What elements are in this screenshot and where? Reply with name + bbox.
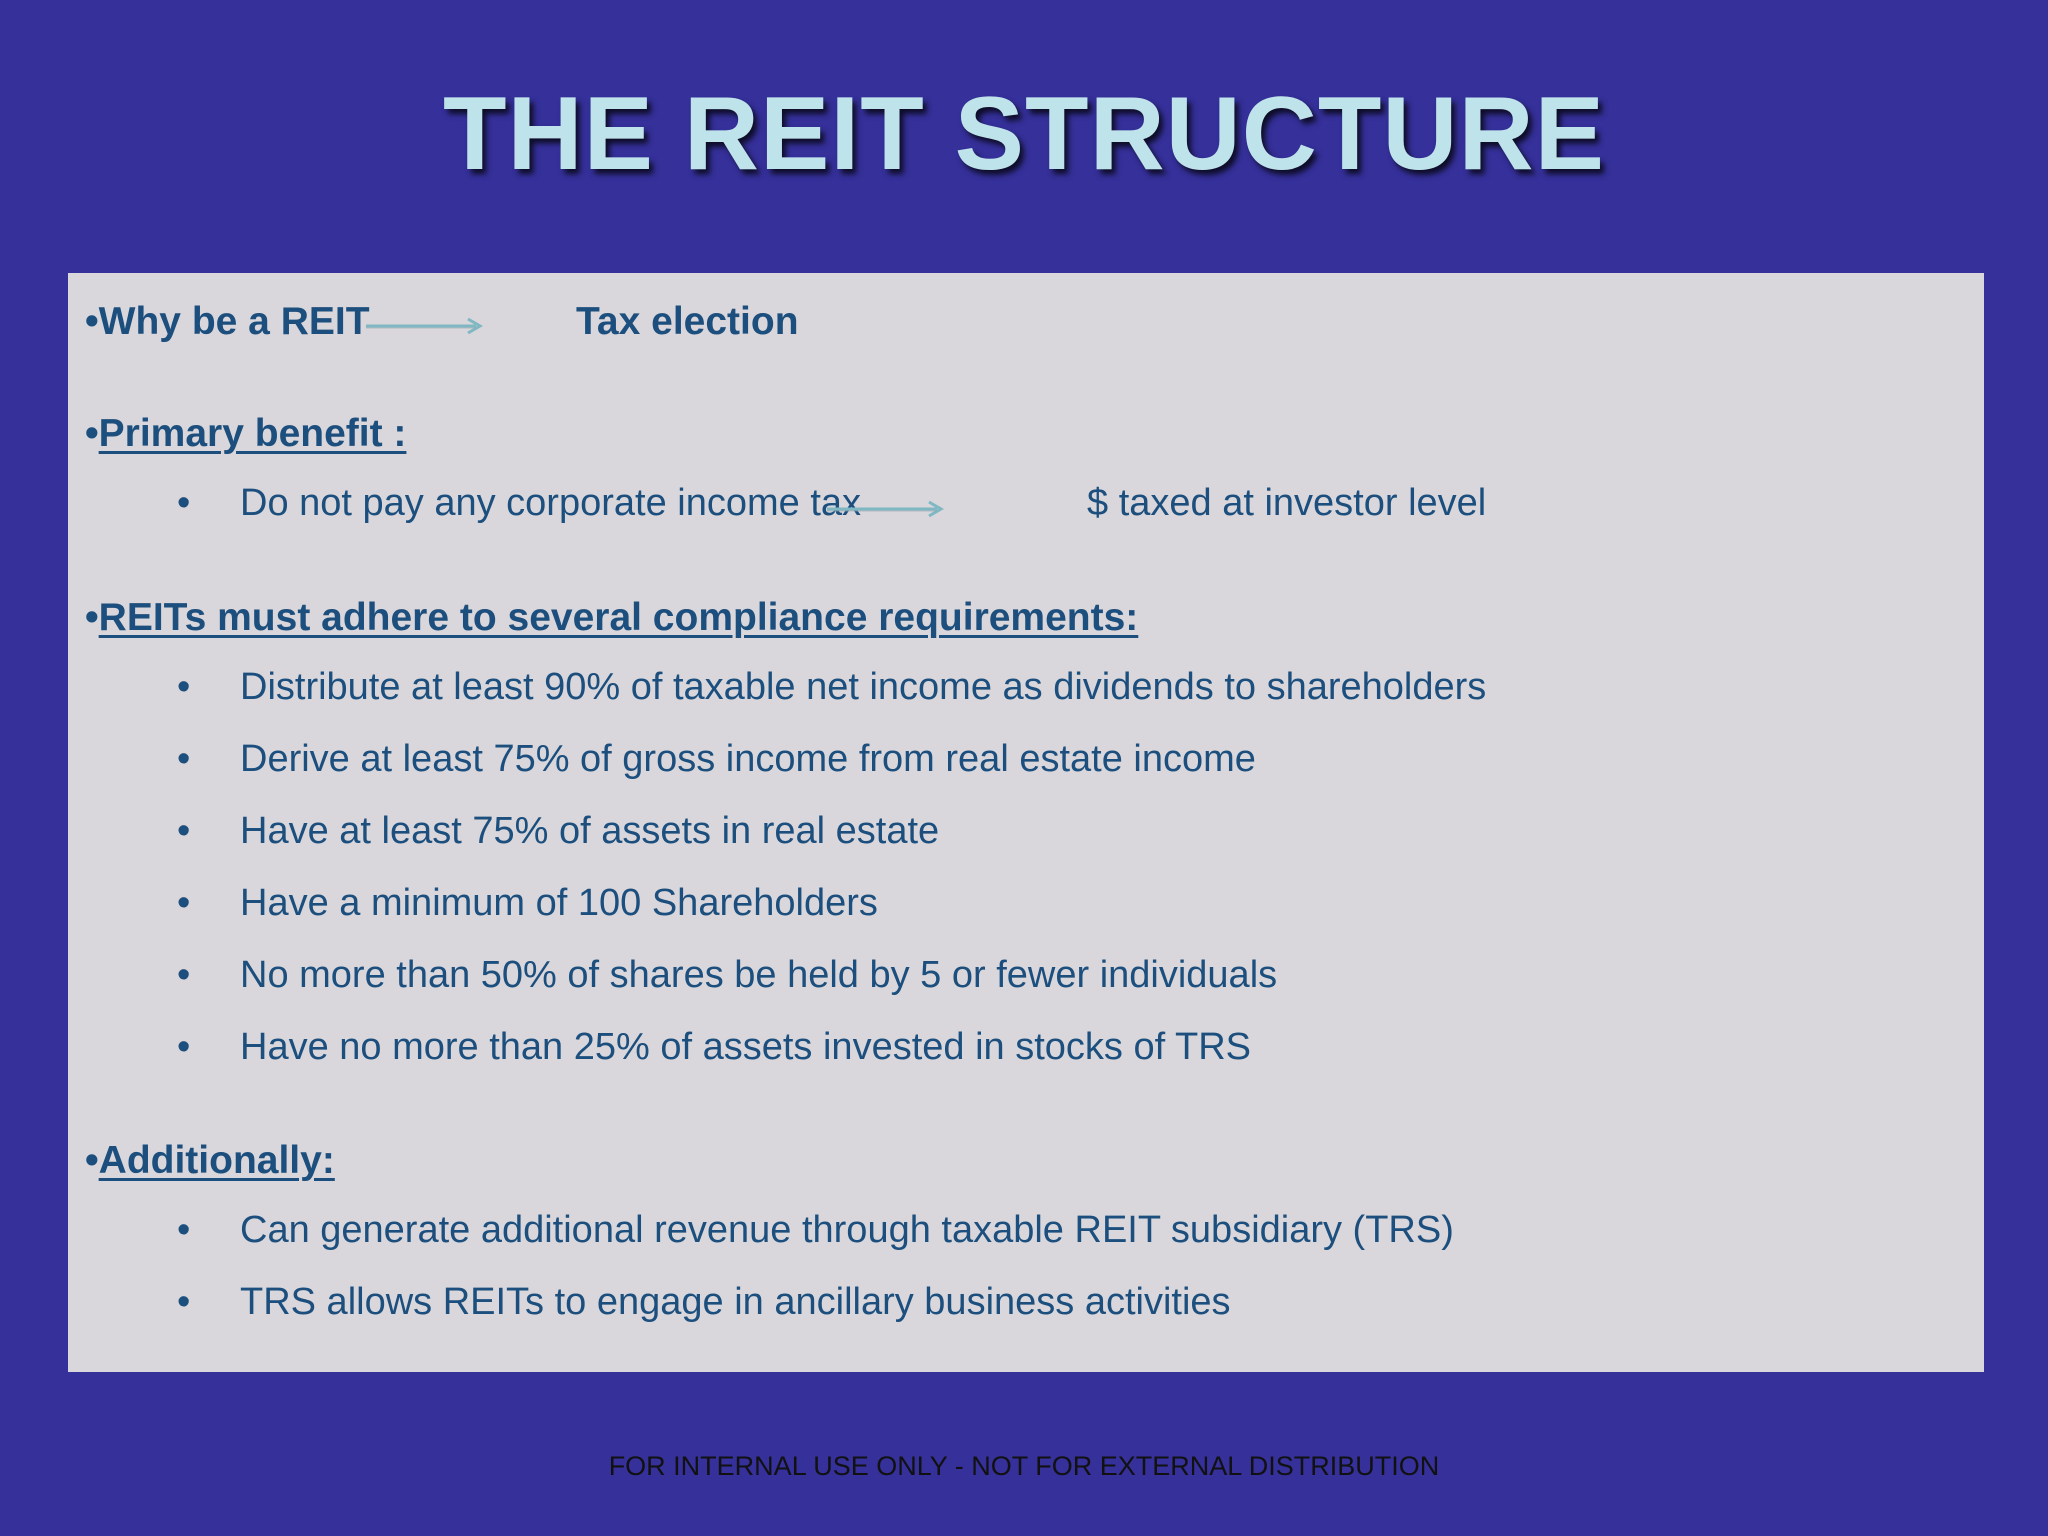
content-panel <box>68 273 1984 1372</box>
sub-bullet: • <box>177 482 191 524</box>
primary-benefit-item <box>68 484 1984 528</box>
compliance-item <box>68 740 1984 784</box>
compliance-item <box>68 812 1984 856</box>
additional-item-text: TRS allows REITs to engage in ancillary business activities <box>240 1281 1231 1323</box>
sub-bullet: • <box>177 882 191 924</box>
compliance-item <box>68 1028 1984 1072</box>
compliance-item <box>68 956 1984 1000</box>
compliance-item <box>68 668 1984 712</box>
compliance-item-text: Derive at least 75% of gross income from real estate income <box>240 738 1256 780</box>
bullet: • <box>85 1139 99 1182</box>
bullet: • <box>85 596 99 639</box>
bullet: • <box>85 300 99 343</box>
compliance-row <box>85 598 1138 637</box>
additionally-row <box>85 1141 335 1180</box>
taxed-at-investor-text: $ taxed at investor level <box>1087 482 1487 524</box>
compliance-heading: REITs must adhere to several compliance requirements: <box>98 596 1139 639</box>
sub-bullet: • <box>177 1209 191 1251</box>
sub-bullet: • <box>177 954 191 996</box>
compliance-item <box>68 884 1984 928</box>
arrow-right-icon <box>825 497 955 521</box>
bullet: • <box>85 412 99 455</box>
additional-item <box>68 1283 1984 1327</box>
primary-benefit-row <box>85 414 406 453</box>
sub-bullet: • <box>177 666 191 708</box>
compliance-item-text: Distribute at least 90% of taxable net income as dividends to shareholders <box>240 666 1487 708</box>
slide-title: THE REIT STRUCTURE <box>443 76 1605 192</box>
sub-bullet: • <box>177 1281 191 1323</box>
arrow-right-icon <box>364 314 494 338</box>
additionally-heading: Additionally: <box>98 1139 335 1182</box>
why-reit-row <box>85 302 370 341</box>
compliance-item-text: No more than 50% of shares be held by 5 or fewer individuals <box>240 954 1278 996</box>
additional-item-text: Can generate additional revenue through taxable REIT subsidiary (TRS) <box>240 1209 1454 1251</box>
sub-bullet: • <box>177 1026 191 1068</box>
sub-bullet: • <box>177 738 191 780</box>
primary-benefit-heading: Primary benefit : <box>98 412 407 455</box>
footer-disclaimer: FOR INTERNAL USE ONLY - NOT FOR EXTERNAL DISTRIBUTION <box>608 1451 1440 1481</box>
compliance-item-text: Have at least 75% of assets in real estate <box>240 810 940 852</box>
tax-election-text: Tax election <box>576 300 799 343</box>
compliance-item-text: Have a minimum of 100 Shareholders <box>240 882 878 924</box>
why-reit-label: Why be a REIT <box>98 300 370 343</box>
compliance-item-text: Have no more than 25% of assets invested in stocks of TRS <box>240 1026 1252 1068</box>
additional-item <box>68 1211 1984 1255</box>
no-corporate-tax-text: Do not pay any corporate income tax <box>240 482 862 524</box>
sub-bullet: • <box>177 810 191 852</box>
